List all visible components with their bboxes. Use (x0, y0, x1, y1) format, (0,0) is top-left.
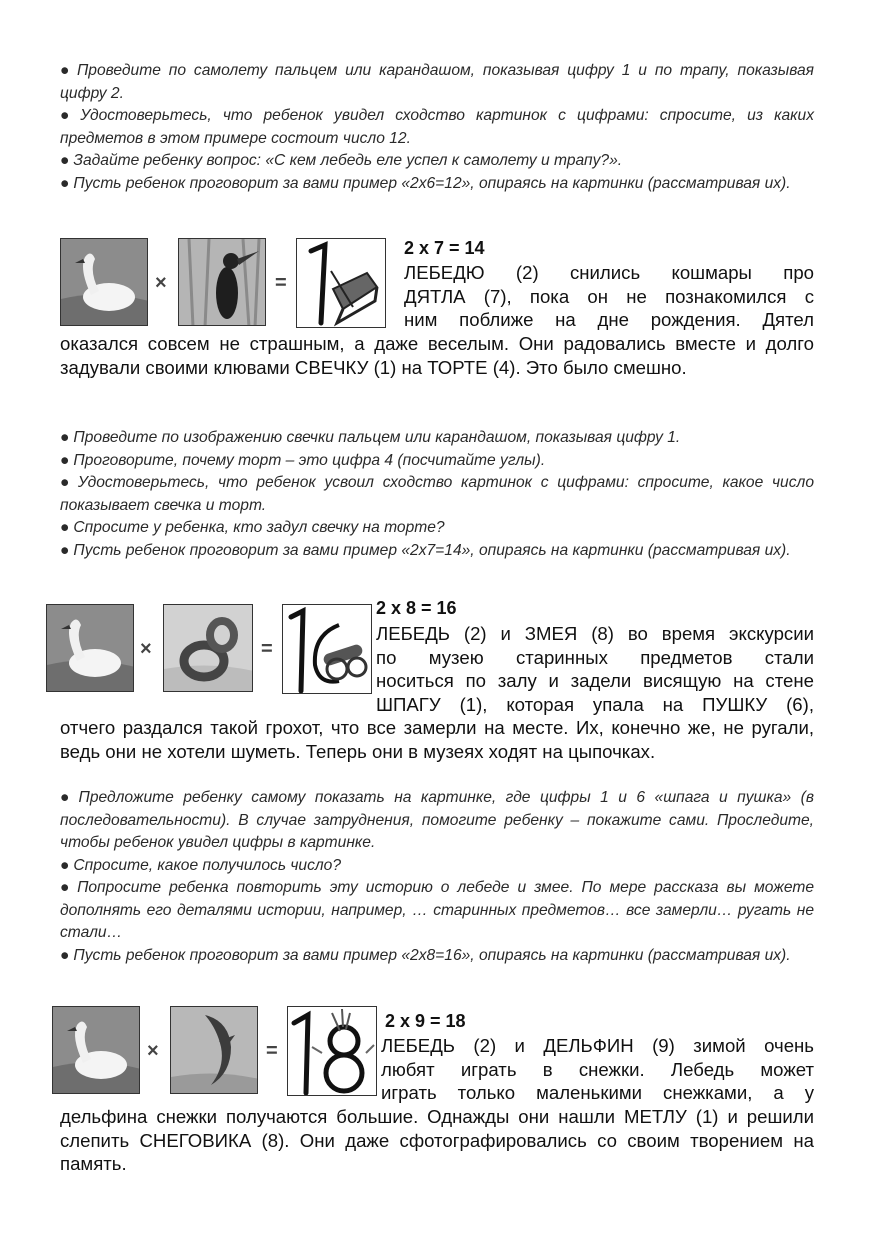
swan-image (60, 238, 148, 326)
tip: ● Попросите ребенка повторить эту историю о лебеде и змее. По мере рассказа вы можете дополнять его деталями истории, например, … старинных предметов… все замерли… ругать не стали… (60, 879, 815, 941)
candle-cake-image (296, 238, 386, 328)
tips-block-2 (60, 427, 814, 562)
swan-image (52, 1006, 140, 1094)
story-2x9-full: дельфина снежки получаются большие. Однажды они нашли МЕТЛУ (1) и решили слепить СНЕГОВИКА (8). Они даже сфотографировались со своим творением на память. (60, 1106, 814, 1174)
swan-image (46, 604, 134, 692)
tip: ● Пусть ребенок проговорит за вами пример «2х7=14», опираясь на картинки (рассматривая их). (60, 541, 791, 559)
tip: ● Пусть ребенок проговорит за вами пример «2х6=12», опираясь на картинки (рассматривая их). (60, 174, 791, 192)
equation-2x8: 2 х 8 = 16 (376, 598, 457, 618)
woodpecker-image (178, 238, 266, 326)
times-sign: × (147, 1040, 159, 1062)
equation-2x7: 2 х 7 = 14 (404, 238, 485, 258)
story-2x7-full: оказался совсем не страшным, а даже веселым. Они радовались вместе и долго задували своими клювами СВЕЧКУ (1) на ТОРТЕ (4). Это было смешно. (60, 333, 814, 378)
tip: ● Задайте ребенку вопрос: «С кем лебедь еле успел к самолету и трапу?». (60, 152, 623, 169)
tip: ● Проговорите, почему торт – это цифра 4 (посчитайте углы). (60, 451, 546, 469)
tip: ● Пусть ребенок проговорит за вами пример «2х8=16», опираясь на картинки (рассматривая их). (60, 946, 791, 964)
tip: ● Удостоверьтесь, что ребенок увидел сходство картинок с цифрами: спросите, из каких предметов в этом примере состоит число 12. (60, 107, 815, 147)
equation-2x9: 2 х 9 = 18 (385, 1011, 466, 1031)
tips-block-1 (60, 60, 814, 195)
story-2x8-full: отчего раздался такой грохот, что все замерли на месте. Их, конечно же, не ругали, ведь они не хотели шуметь. Теперь они в музеях ходят на цыпочках. (60, 717, 814, 762)
tip: ● Предложите ребенку самому показать на картинке, где цифры 1 и 6 «шпага и пушка» (в последовательности). В случае затруднения, помогите ребенку – покажите сами. Проследите, чтобы ребенок увидел цифры в картинке. (60, 789, 814, 851)
story-2x9-side: ЛЕБЕДЬ (2) и ДЕЛЬФИН (9) зимой очень любят играть в снежки. Лебедь может играть только маленькими снежками, а у (381, 1035, 814, 1103)
equals-sign: = (266, 1040, 278, 1062)
tip: ● Удостоверьтесь, что ребенок усвоил сходство картинок с цифрами: спросите, какое число показывает свечка и торт. (60, 474, 814, 514)
dolphin-image (170, 1006, 258, 1094)
tips-block-3 (60, 787, 814, 967)
sword-cannon-image (282, 604, 372, 694)
tip: ● Проведите по изображению свечки пальцем или карандашом, показывая цифру 1. (60, 429, 681, 446)
tip: ● Спросите, какое получилось число? (60, 856, 342, 874)
times-sign: × (155, 272, 167, 294)
equals-sign: = (261, 638, 273, 660)
equals-sign: = (275, 272, 287, 294)
story-2x8-side: ЛЕБЕДЬ (2) и ЗМЕЯ (8) во время экскурсии по музею старинных предметов стали носиться по залу и задели висящую на стене ШПАГУ (1), которая упала на ПУШКУ (6), (376, 623, 814, 715)
tip: ● Спросите у ребенка, кто задул свечку на торте? (60, 519, 445, 536)
snake-image (163, 604, 253, 692)
broom-snowman-image (287, 1006, 377, 1096)
times-sign: × (140, 638, 152, 660)
story-2x7-side: ЛЕБЕДЮ (2) снились кошмары про ДЯТЛА (7), пока он не познакомился с ним поближе на дне рождения. Дятел (404, 262, 814, 330)
tip: ● Проведите по самолету пальцем или карандашом, показывая цифру 1 и по трапу, показывая цифру 2. (60, 62, 815, 102)
